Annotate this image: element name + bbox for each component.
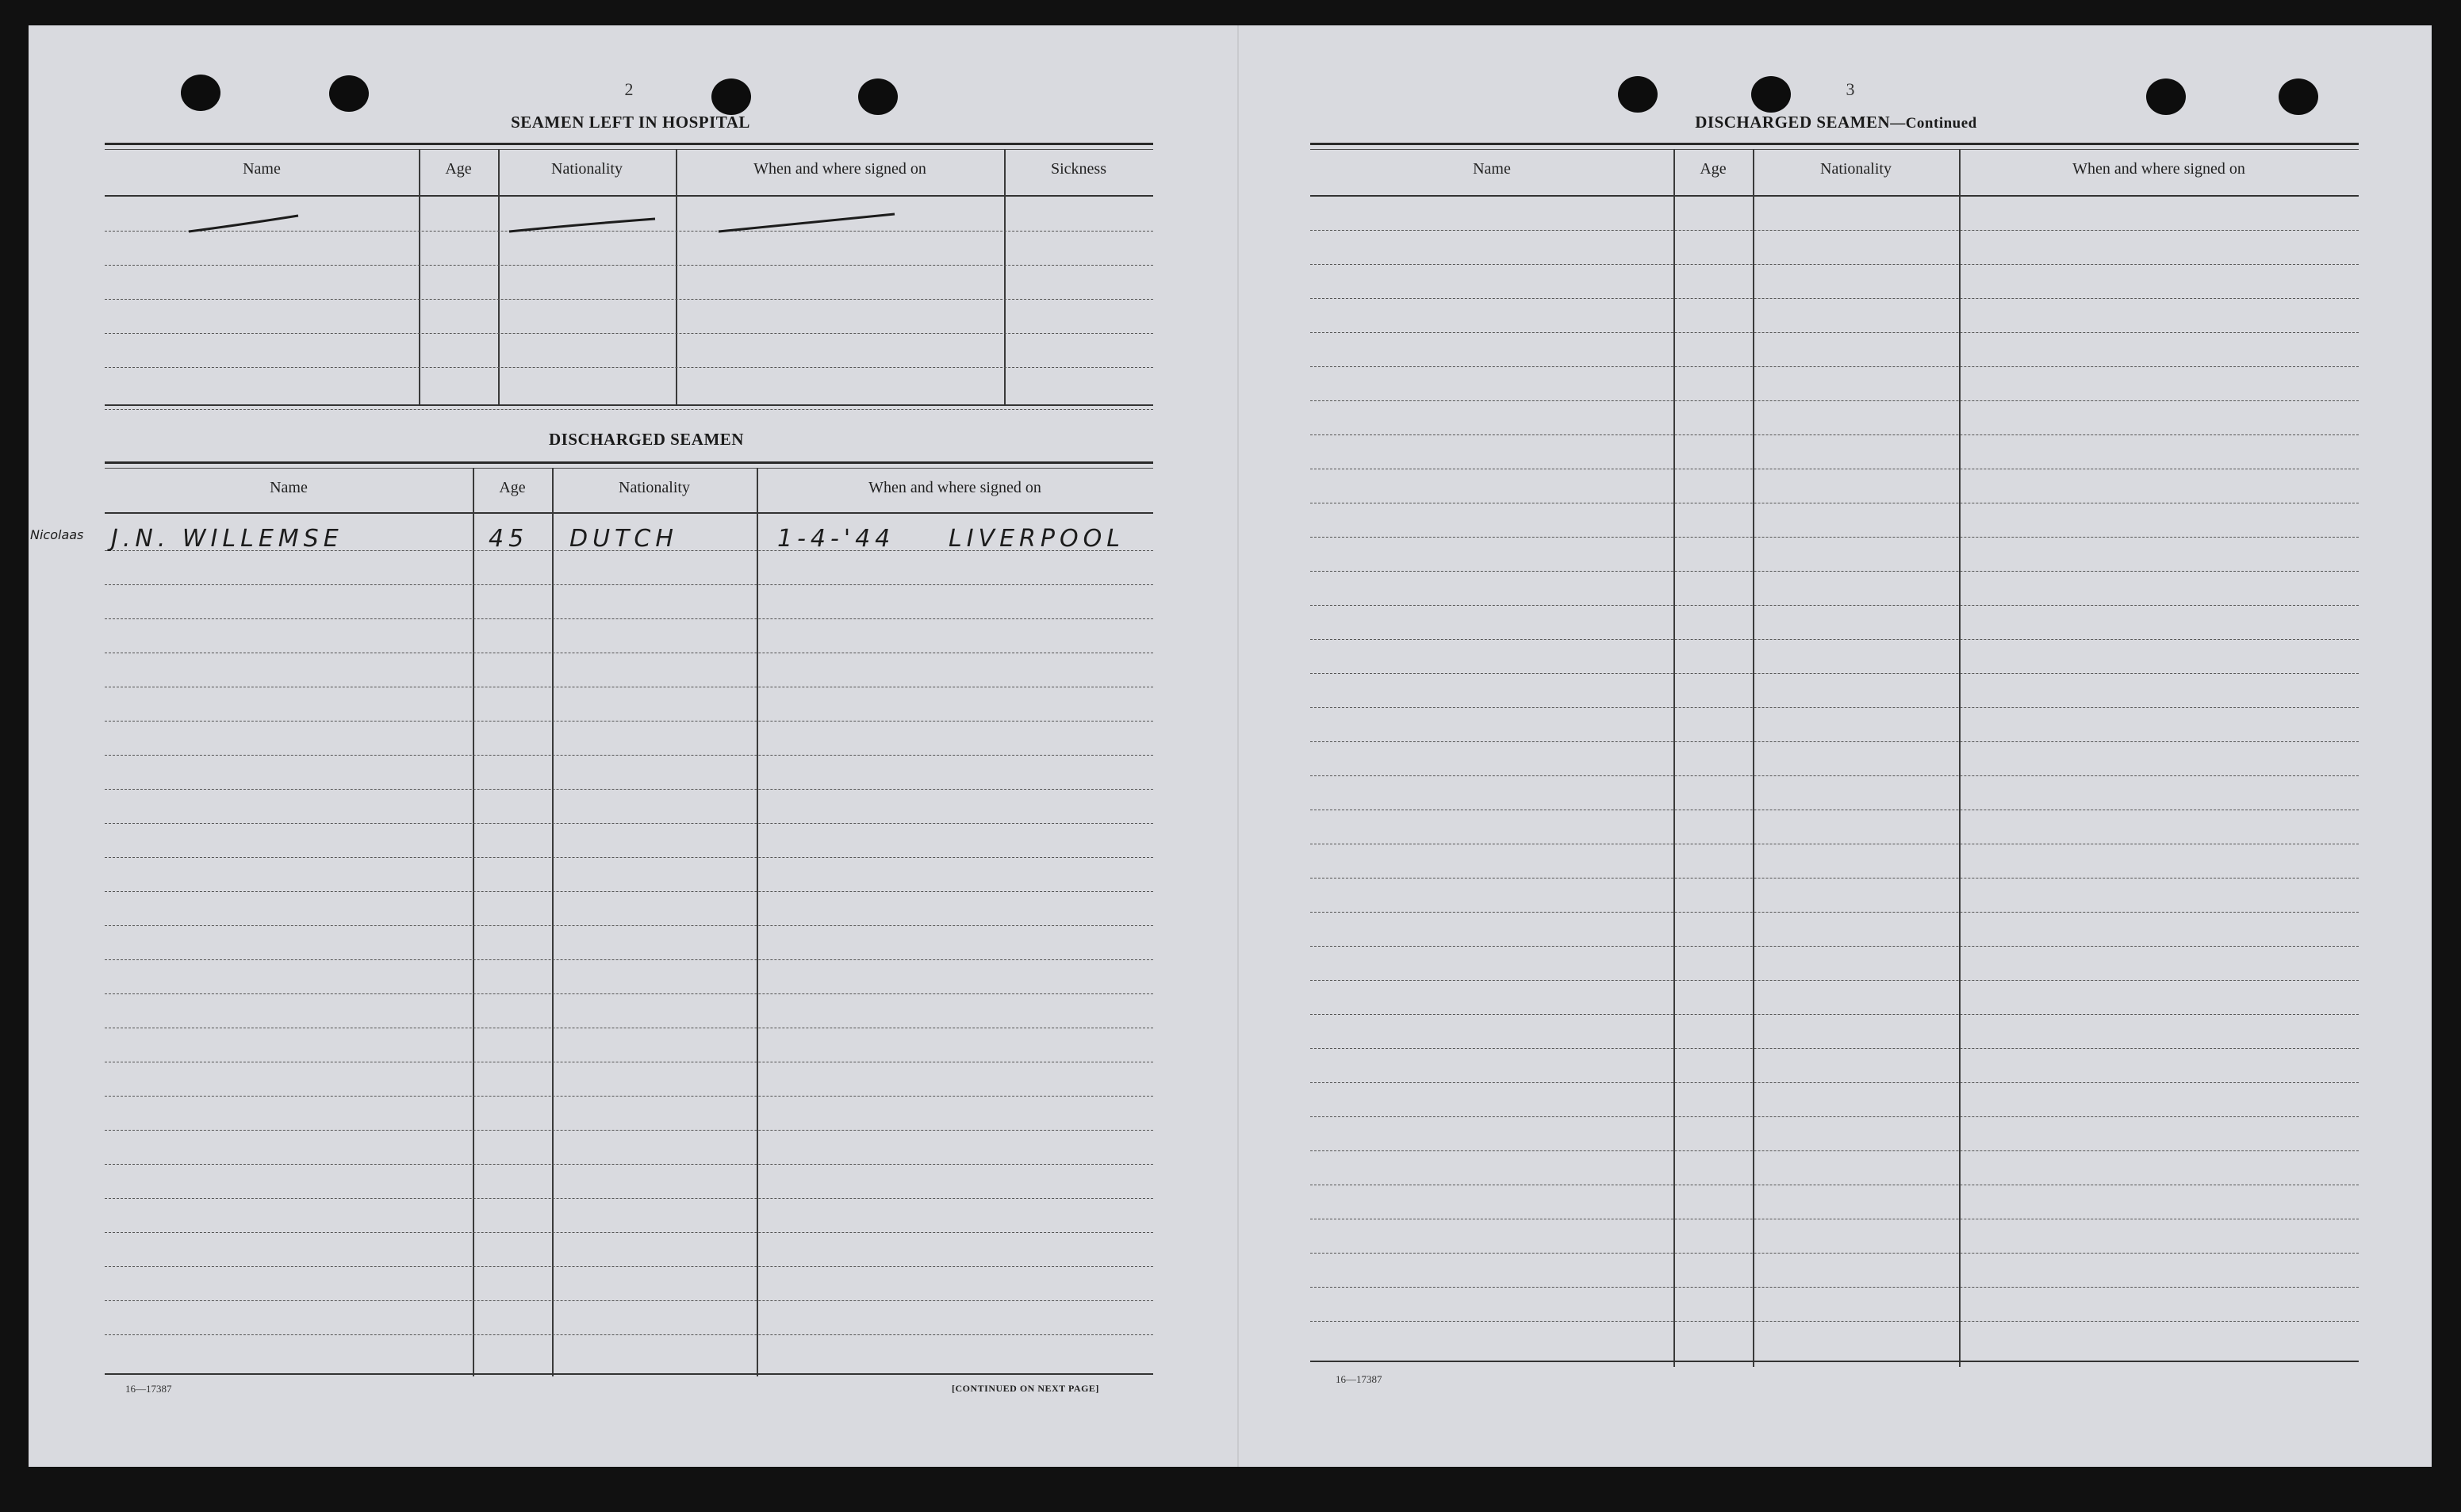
header-name: Name bbox=[243, 160, 281, 178]
header-name: Name bbox=[1473, 160, 1511, 178]
entry-age: 45 bbox=[489, 525, 529, 553]
header-nationality: Nationality bbox=[551, 160, 623, 178]
header-sickness: Sickness bbox=[1051, 160, 1106, 178]
discharged-continued-title bbox=[1586, 113, 2086, 132]
header-name: Name bbox=[270, 479, 308, 496]
title-continued: —Continued bbox=[1890, 115, 1977, 132]
form-number-left: 16—17387 bbox=[125, 1383, 172, 1395]
entry-name: J.N. WILLEMSE bbox=[111, 525, 343, 553]
margin-note: Nicolaas bbox=[30, 527, 84, 542]
page-number-right: 3 bbox=[1846, 79, 1855, 99]
header-age: Age bbox=[445, 160, 472, 178]
discharged-continued-table bbox=[1310, 143, 2359, 1364]
title-main: DISCHARGED SEAMEN bbox=[1695, 113, 1891, 132]
hospital-title: SEAMEN LEFT IN HOSPITAL bbox=[511, 113, 750, 132]
entry-date: 1-4-'44 bbox=[777, 525, 895, 553]
header-age: Age bbox=[1700, 160, 1727, 178]
header-age: Age bbox=[499, 479, 526, 496]
continued-note: [CONTINUED ON NEXT PAGE] bbox=[952, 1383, 1099, 1394]
page-number-left: 2 bbox=[624, 79, 634, 99]
header-nationality: Nationality bbox=[619, 479, 690, 496]
entry-place: LIVERPOOL bbox=[949, 525, 1125, 553]
entry-nationality: DUTCH bbox=[569, 525, 678, 553]
discharged-title: DISCHARGED SEAMEN bbox=[549, 430, 744, 449]
header-signed-on: When and where signed on bbox=[753, 160, 926, 178]
header-signed-on: When and where signed on bbox=[868, 479, 1041, 496]
header-signed-on: When and where signed on bbox=[2072, 160, 2245, 178]
header-nationality: Nationality bbox=[1820, 160, 1892, 178]
form-number-right: 16—17387 bbox=[1336, 1373, 1382, 1385]
